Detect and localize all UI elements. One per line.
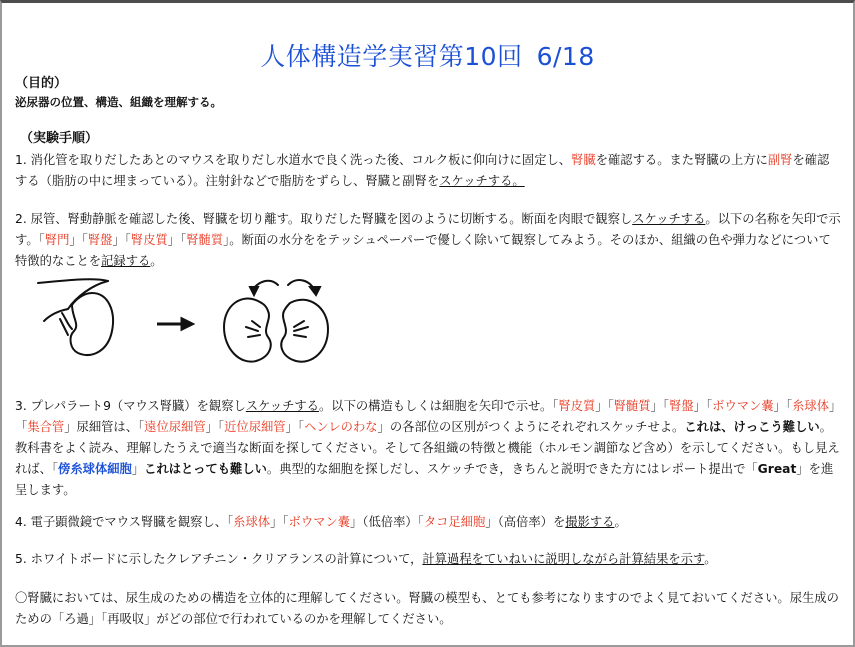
step3-text-e: 。教科書をよく読み、理解したうえで適当な断面を探してください。そして各組織の特徴と機能（ホルモン調節など含め）を示してください。もし見えれば、「: [15, 420, 840, 476]
step2-sketch: スケッチする: [632, 212, 706, 226]
step1-text-a: 1. 消化管を取りだしたあとのマウスを取りだし水道水で良く洗った後、コルク板に仰向けに固定し、: [15, 153, 572, 167]
step1-sketch: スケッチする。: [439, 174, 525, 188]
step4-photograph: 撮影する: [565, 515, 615, 529]
step1-text-c: を確認する（脂肪の中に埋まっている）。注射針などで脂肪をずらし、腎臓と副腎を: [15, 153, 830, 188]
step4-sep-1: 」「: [270, 515, 289, 529]
step2-term-2: 腎盤: [87, 233, 113, 247]
step3-text-d: 」の各部位の区別がつくようにそれぞれスケッチせよ。: [377, 420, 685, 434]
step3-term-1: 腎皮質: [558, 399, 596, 413]
step2-text-a: 2. 尿管、腎動静脈を確認した後、腎臓を切り離す。取りだした腎臓を図のように切断する。断面を肉眼で観察し: [15, 212, 633, 226]
step3-sep-4: 」「: [773, 399, 793, 413]
step3-sep-8: 」: [131, 462, 145, 476]
step-5: [15, 549, 841, 570]
purpose-section: [15, 73, 841, 110]
step2-sep-1: 」「: [69, 233, 88, 247]
purpose-heading: （目的）: [15, 76, 68, 91]
step3-term-8: 近位尿細管: [224, 420, 286, 434]
step3-text-h: 」を進呈します。: [15, 462, 834, 497]
step2-term-4: 腎髄質: [186, 233, 224, 247]
step1-text-b: を確認する。また腎臓の上方に: [595, 153, 768, 167]
step3-term-6: 集合管: [27, 420, 65, 434]
step3-term-3: 腎盤: [669, 399, 694, 413]
step3-text-b: 。以下の構造もしくは細胞を矢印で示せ。「: [318, 399, 559, 413]
step4-text-b: 」（低倍率）「: [350, 515, 424, 529]
step3-note-very-difficult: これはとっても難しい: [144, 462, 267, 476]
step-3: [15, 396, 841, 501]
procedure-heading: [20, 128, 841, 149]
step3-text-a: 3. プレパラート9（マウス腎臓）を観察し: [15, 399, 246, 413]
step4-text-a: 4. 電子顕微鏡でマウス腎臓を観察し、「: [15, 515, 234, 529]
step3-text-g: 。典型的な細胞を探しだし、スケッチでき，きちんと説明できた方にはレポート提出で「: [266, 462, 758, 476]
step4-term-1: 糸球体: [233, 515, 271, 529]
step3-term-5: 糸球体: [792, 399, 830, 413]
step5-text-a: 5. ホワイトボードに示したクレアチニン・クリアランスの計算について，: [15, 552, 423, 566]
step3-sep-2: 」「: [650, 399, 670, 413]
step-2: [15, 209, 841, 272]
step-4: [15, 512, 841, 533]
purpose-text: 泌尿器の位置、構造、組織を理解する。: [15, 95, 222, 109]
title-date: 6/18: [536, 42, 595, 71]
step5-end: 。: [704, 552, 717, 566]
step5-calculation: 計算過程をていねいに説明しながら計算結果を示す: [422, 552, 705, 566]
step3-term-2: 腎髄質: [613, 399, 651, 413]
step3-great: Great: [757, 462, 797, 476]
step3-sketch: スケッチする: [245, 399, 319, 413]
step3-term-4: ボウマン嚢: [712, 399, 774, 413]
step3-sep-6: 」「: [205, 420, 225, 434]
step2-sep-3: 」「: [167, 233, 187, 247]
step3-sep-7: 」「: [285, 420, 305, 434]
step4-end: 。: [614, 515, 627, 529]
title-text: 人体構造学実習第10回: [260, 42, 523, 71]
step2-sep-2: 」「: [112, 233, 131, 247]
step4-term-2: ボウマン嚢: [288, 515, 351, 529]
step-1: [15, 150, 841, 192]
closing-note: 〇腎臓においては、尿生成のための構造を立体的に理解してください。腎臓の模型も、とても参考になりますのでよく見ておいてください。尿生成のための「ろ過」「再吸収」がどの部位で行われているのかを理解してください。: [15, 591, 839, 626]
kidney-illustration: [32, 275, 362, 375]
step3-text-c: 」尿細管は、「: [64, 420, 145, 434]
step1-term-adrenal: 副腎: [767, 153, 793, 167]
step3-sep-3: 」「: [693, 399, 713, 413]
step2-end: 。: [150, 254, 163, 268]
step4-term-3: タコ足細胞: [423, 515, 486, 529]
step3-sep-1: 」「: [595, 399, 614, 413]
kidney-halves-icon: [224, 280, 328, 362]
step2-term-3: 腎皮質: [130, 233, 168, 247]
page-title: [2, 37, 853, 73]
kidney-whole-icon: [38, 279, 113, 355]
step2-text-c: 」。断面の水分ををテッシュペーパーで優しく除いて観察してみよう。そのほか、組織の色や弾力などについて特徴的なことを: [15, 233, 831, 268]
step3-term-9: ヘンレのわな: [304, 420, 378, 434]
step3-term-7: 遠位尿細管: [144, 420, 206, 434]
step4-text-c: 」（高倍率）を: [485, 515, 566, 529]
step3-term-juxtaglomerular: 傍糸球体細胞: [58, 462, 132, 476]
step3-sep-5: 」「: [15, 399, 836, 434]
arrow-right-icon: [157, 319, 192, 329]
step2-term-1: 腎門: [44, 233, 70, 247]
step2-record: 記録する: [101, 254, 151, 268]
step2-text-b: 。以下の名称を矢印で示す。「: [15, 212, 841, 247]
step1-term-kidney: 腎臓: [571, 153, 596, 167]
step3-note-difficult: これは、けっこう難しい: [684, 420, 820, 434]
procedure-heading-text: （実験手順）: [20, 131, 99, 146]
